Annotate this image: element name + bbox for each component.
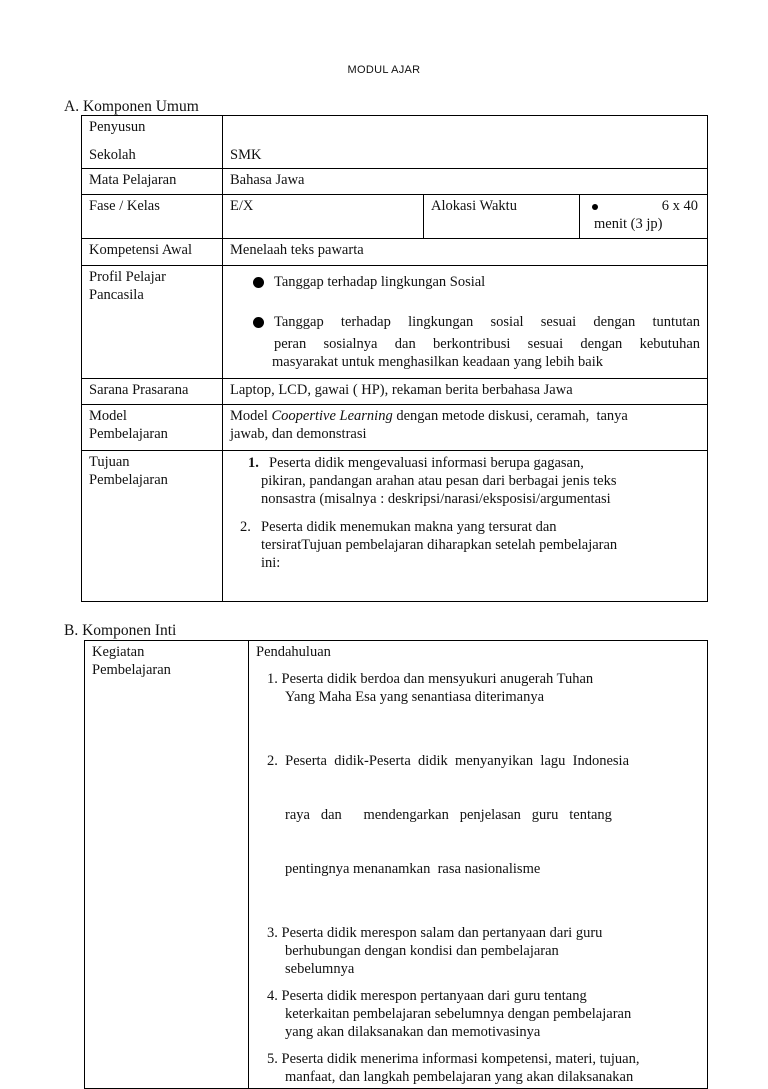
label-profil-1: Profil Pelajar <box>89 269 166 285</box>
kegiatan-item <box>256 1050 700 1086</box>
tujuan-item <box>240 454 700 508</box>
profil-item-line: Tanggap terhadap lingkungan sosial sesuai dengan tuntutan <box>274 314 701 330</box>
kegiatan-line: pentingnya menanamkan rasa nasionalisme <box>285 861 541 877</box>
profil-item-line: peran sosialnya dan berkontribusi sesuai dengan kebutuhan <box>274 336 701 352</box>
tujuan-line: Peserta didik mengevaluasi informasi berupa gagasan, <box>269 455 584 471</box>
section-a-heading: A. Komponen Umum <box>64 98 199 115</box>
kegiatan-line: yang akan dilaksanakan dan memotivasinya <box>285 1024 541 1040</box>
bullet-icon <box>253 277 264 288</box>
bullet-icon <box>592 204 598 210</box>
label-profil-2: Pancasila <box>89 287 144 303</box>
profil-item-line: masyarakat untuk menghasilkan keadaan yang lebih baik <box>272 354 603 370</box>
tujuan-number: 2. <box>240 519 251 535</box>
label-tujuan-1: Tujuan <box>89 454 130 470</box>
value-kompetensi-awal: Menelaah teks pawarta <box>223 239 708 266</box>
value-sarana-prasarana: Laptop, LCD, gawai ( HP), rekaman berita berbahasa Jawa <box>223 379 708 405</box>
model-prefix: Model <box>230 408 272 424</box>
model-italic: Coopertive Learning <box>271 408 393 424</box>
kegiatan-line: 1. Peserta didik berdoa dan mensyukuri anugerah Tuhan <box>267 671 594 687</box>
label-kegiatan-1: Kegiatan <box>92 644 145 660</box>
label-kegiatan-2: Pembelajaran <box>92 662 171 678</box>
model-suffix: dengan metode diskusi, ceramah, tanya <box>392 408 628 424</box>
row-model-pembelajaran <box>82 405 708 451</box>
kegiatan-line: Yang Maha Esa yang senantiasa diterimanya <box>285 689 545 705</box>
tujuan-line: nonsastra (misalnya : deskripsi/narasi/eksposisi/argumentasi <box>261 491 611 507</box>
row-sarana-prasarana <box>82 379 708 405</box>
label-model-1: Model <box>89 408 127 424</box>
row-profil-pelajar <box>82 266 708 379</box>
profil-item <box>230 273 700 291</box>
tujuan-line: pikiran, pandangan arahan atau pesan dari berbagai jenis teks <box>261 473 617 489</box>
value-sekolah: SMK <box>230 147 262 163</box>
kegiatan-line: berhubungan dengan kondisi dan pembelajaran <box>285 943 559 959</box>
label-tujuan-2: Pembelajaran <box>89 472 168 488</box>
row-tujuan-pembelajaran <box>82 451 708 602</box>
pendahuluan-heading: Pendahuluan <box>256 644 331 660</box>
kegiatan-line: keterkaitan pembelajaran sebelumnya dengan pembelajaran <box>285 1006 632 1022</box>
label-kompetensi-awal: Kompetensi Awal <box>82 239 223 266</box>
row-kompetensi-awal <box>82 239 708 266</box>
document-title: MODUL AJAR <box>347 64 421 76</box>
tujuan-line: tersiratTujuan pembelajaran diharapkan setelah pembelajaran <box>261 537 618 553</box>
value-fase-kelas: E/X <box>223 195 424 239</box>
value-model-line2: jawab, dan demonstrasi <box>230 426 367 442</box>
tujuan-item <box>240 518 700 572</box>
kegiatan-line: raya dan mendengarkan penjelasan guru tentang <box>285 807 612 823</box>
kegiatan-line: sebelumnya <box>285 961 355 977</box>
kegiatan-item <box>256 670 700 706</box>
value-alokasi-line1: 6 x 40 <box>661 198 699 214</box>
label-model-2: Pembelajaran <box>89 426 168 442</box>
kegiatan-line: manfaat, dan langkah pembelajaran yang akan dilaksanakan <box>285 1069 634 1085</box>
komponen-umum-table <box>81 115 708 602</box>
label-penyusun: Penyusun <box>89 119 146 135</box>
label-sekolah: Sekolah <box>89 147 136 163</box>
label-mata-pelajaran: Mata Pelajaran <box>82 169 223 195</box>
label-sarana-prasarana: Sarana Prasarana <box>82 379 223 405</box>
row-mata-pelajaran <box>82 169 708 195</box>
kegiatan-line: 4. Peserta didik merespon pertanyaan dari guru tentang <box>267 988 587 1004</box>
bullet-icon <box>253 317 264 328</box>
kegiatan-line: 3. Peserta didik merespon salam dan pertanyaan dari guru <box>267 925 603 941</box>
value-mata-pelajaran: Bahasa Jawa <box>223 169 708 195</box>
label-fase-kelas: Fase / Kelas <box>82 195 223 239</box>
kegiatan-item <box>256 924 700 978</box>
label-alokasi-waktu: Alokasi Waktu <box>424 195 580 239</box>
tujuan-line: ini: <box>261 555 281 571</box>
kegiatan-line: 5. Peserta didik menerima informasi kompetensi, materi, tujuan, <box>267 1051 640 1067</box>
row-kegiatan-pembelajaran <box>85 641 708 1089</box>
row-penyusun-sekolah <box>82 116 708 169</box>
tujuan-line: Peserta didik menemukan makna yang tersurat dan <box>261 519 557 535</box>
value-model-line1 <box>230 407 700 425</box>
profil-item-text: Tanggap terhadap lingkungan Sosial <box>274 274 486 290</box>
row-fase-kelas <box>82 195 708 239</box>
tujuan-number: 1. <box>248 455 259 471</box>
kegiatan-item <box>256 716 700 914</box>
kegiatan-item <box>256 987 700 1041</box>
komponen-inti-table <box>84 640 708 1089</box>
kegiatan-line: 2. Peserta didik-Peserta didik menyanyikan lagu Indonesia <box>267 753 630 769</box>
value-alokasi-line2: menit (3 jp) <box>594 216 663 232</box>
section-b-heading: B. Komponen Inti <box>64 622 177 639</box>
profil-item <box>230 313 700 371</box>
